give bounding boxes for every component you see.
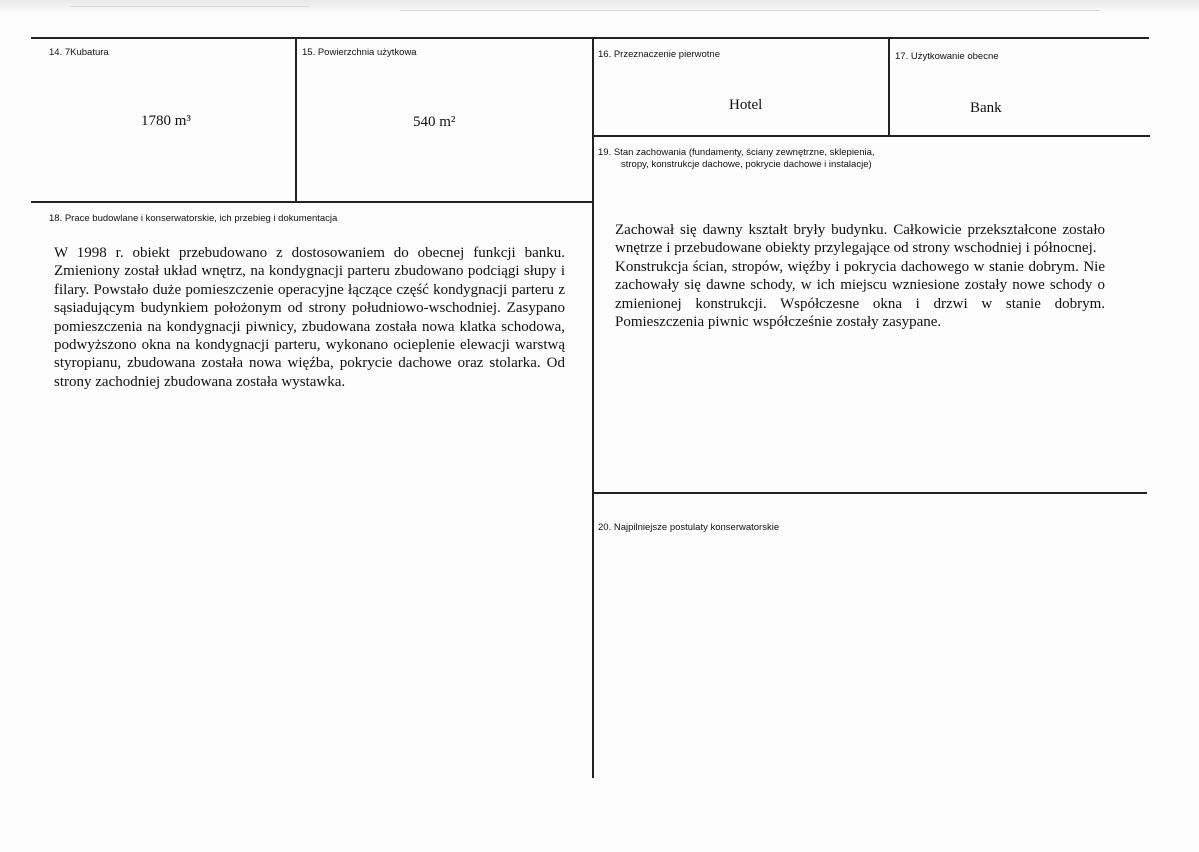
field-20-label: 20. Najpilniejsze postulaty konserwatorskie — [598, 522, 780, 533]
field-14-value: 1780 m³ — [141, 113, 191, 129]
center-divider — [592, 37, 594, 778]
field-19-label — [598, 147, 875, 171]
field-19-label-line-2: stropy, konstrukcje dachowe, pokrycie dachowe i instalacje) — [621, 159, 872, 170]
field-17-label: 17. Użytkowanie obecne — [895, 51, 999, 62]
field-19-paragraph-2: Konstrukcja ścian, stropów, więźby i pokrycia dachowego w stanie dobrym. Nie zachowały się dawne schody, w ich miejscu wzniesione zostały nowe schody o zmienionej konstrukcji. Współczesne okna i drzwi w stanie dobrym. Pomieszczenia piwnic współcześnie zostały zasypane. — [615, 258, 1105, 331]
scan-artifact — [400, 10, 1100, 11]
divider-16-17 — [888, 37, 890, 136]
field-16-label: 16. Przeznaczenie pierwotne — [598, 49, 720, 60]
rule-above-20 — [592, 492, 1147, 494]
scan-artifact — [70, 6, 310, 7]
scan-top-edge — [0, 0, 1199, 14]
field-14-label: 14. 7Kubatura — [49, 47, 109, 58]
field-15-value: 540 m² — [413, 114, 456, 130]
field-18-label: 18. Prace budowlane i konserwatorskie, ich przebieg i dokumentacja — [49, 213, 338, 224]
field-18-paragraph: W 1998 r. obiekt przebudowano z dostosowaniem do obecnej funkcji banku. Zmieniony został układ wnętrz, na kondygnacji parteru zbudowano podciągi słupy i filary. Powstało duże pomieszczenie operacyjne łączące część kondygnacji parteru z sąsiadującym budynkiem położonym od strony południowo-wschodniej. Zasypano pomieszczenia na kondygnacji piwnicy, zbudowana została nowa klatka schodowa, podwyższono okna na kondygnacji parteru, wykonano ocieplenie elewacji warstwą styropianu, zbudowana została nowa więźba, pokrycie dachowe oraz stolarka. Od strony zachodniej zbudowana została wystawka. — [54, 245, 565, 390]
field-18-text — [54, 244, 565, 391]
rule-below-16-17 — [592, 135, 1150, 137]
top-rule — [31, 37, 1149, 39]
divider-14-15 — [295, 37, 297, 202]
field-15-label: 15. Powierzchnia użytkowa — [302, 47, 417, 58]
field-19-text — [615, 221, 1105, 331]
field-19-paragraph-1: Zachował się dawny kształt bryły budynku. Całkowicie przekształcone zostało wnętrze i przebudowane obiekty przylegające od strony wschodniej i północnej. — [615, 222, 1105, 257]
field-19-label-line-1: 19. Stan zachowania (fundamenty, ściany zewnętrzne, sklepienia, — [598, 147, 875, 158]
field-17-value: Bank — [970, 100, 1002, 116]
field-16-value: Hotel — [729, 97, 763, 113]
rule-below-14-15 — [31, 201, 593, 203]
